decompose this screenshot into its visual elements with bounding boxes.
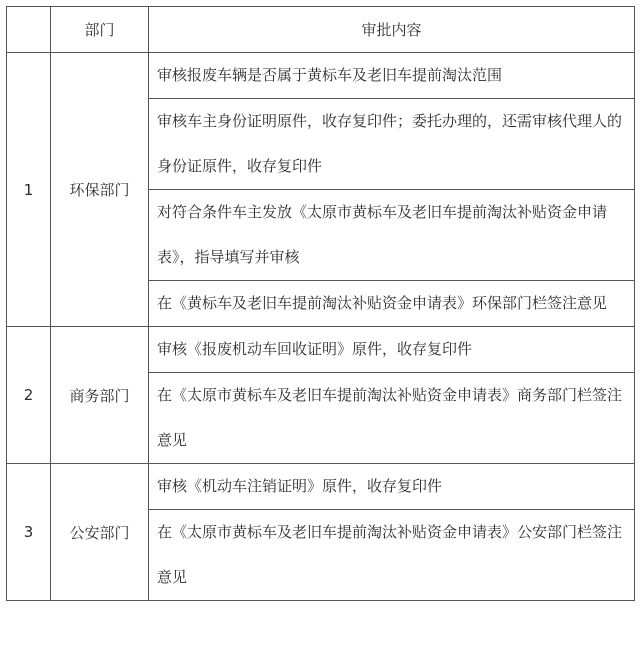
approval-table (6, 6, 635, 601)
department-name: 公安部门 (51, 464, 149, 601)
header-row (7, 7, 635, 53)
row-number: 1 (7, 53, 51, 327)
row-number: 2 (7, 327, 51, 464)
header-content: 审批内容 (149, 7, 635, 53)
approval-item: 在《黄标车及老旧车提前淘汰补贴资金申请表》环保部门栏签注意见 (149, 281, 635, 327)
approval-item: 在《太原市黄标车及老旧车提前淘汰补贴资金申请表》商务部门栏签注意见 (149, 373, 635, 464)
approval-item: 审核报废车辆是否属于黄标车及老旧车提前淘汰范围 (149, 53, 635, 99)
header-department: 部门 (51, 7, 149, 53)
department-name: 商务部门 (51, 327, 149, 464)
approval-item: 在《太原市黄标车及老旧车提前淘汰补贴资金申请表》公安部门栏签注意见 (149, 510, 635, 601)
header-number (7, 7, 51, 53)
table-row (7, 464, 635, 510)
table-row (7, 53, 635, 99)
approval-item: 审核《报废机动车回收证明》原件，收存复印件 (149, 327, 635, 373)
approval-item: 审核车主身份证明原件，收存复印件；委托办理的，还需审核代理人的身份证原件，收存复印件 (149, 99, 635, 190)
table-row (7, 327, 635, 373)
approval-item: 对符合条件车主发放《太原市黄标车及老旧车提前淘汰补贴资金申请表》，指导填写并审核 (149, 190, 635, 281)
department-name: 环保部门 (51, 53, 149, 327)
row-number: 3 (7, 464, 51, 601)
approval-item: 审核《机动车注销证明》原件，收存复印件 (149, 464, 635, 510)
